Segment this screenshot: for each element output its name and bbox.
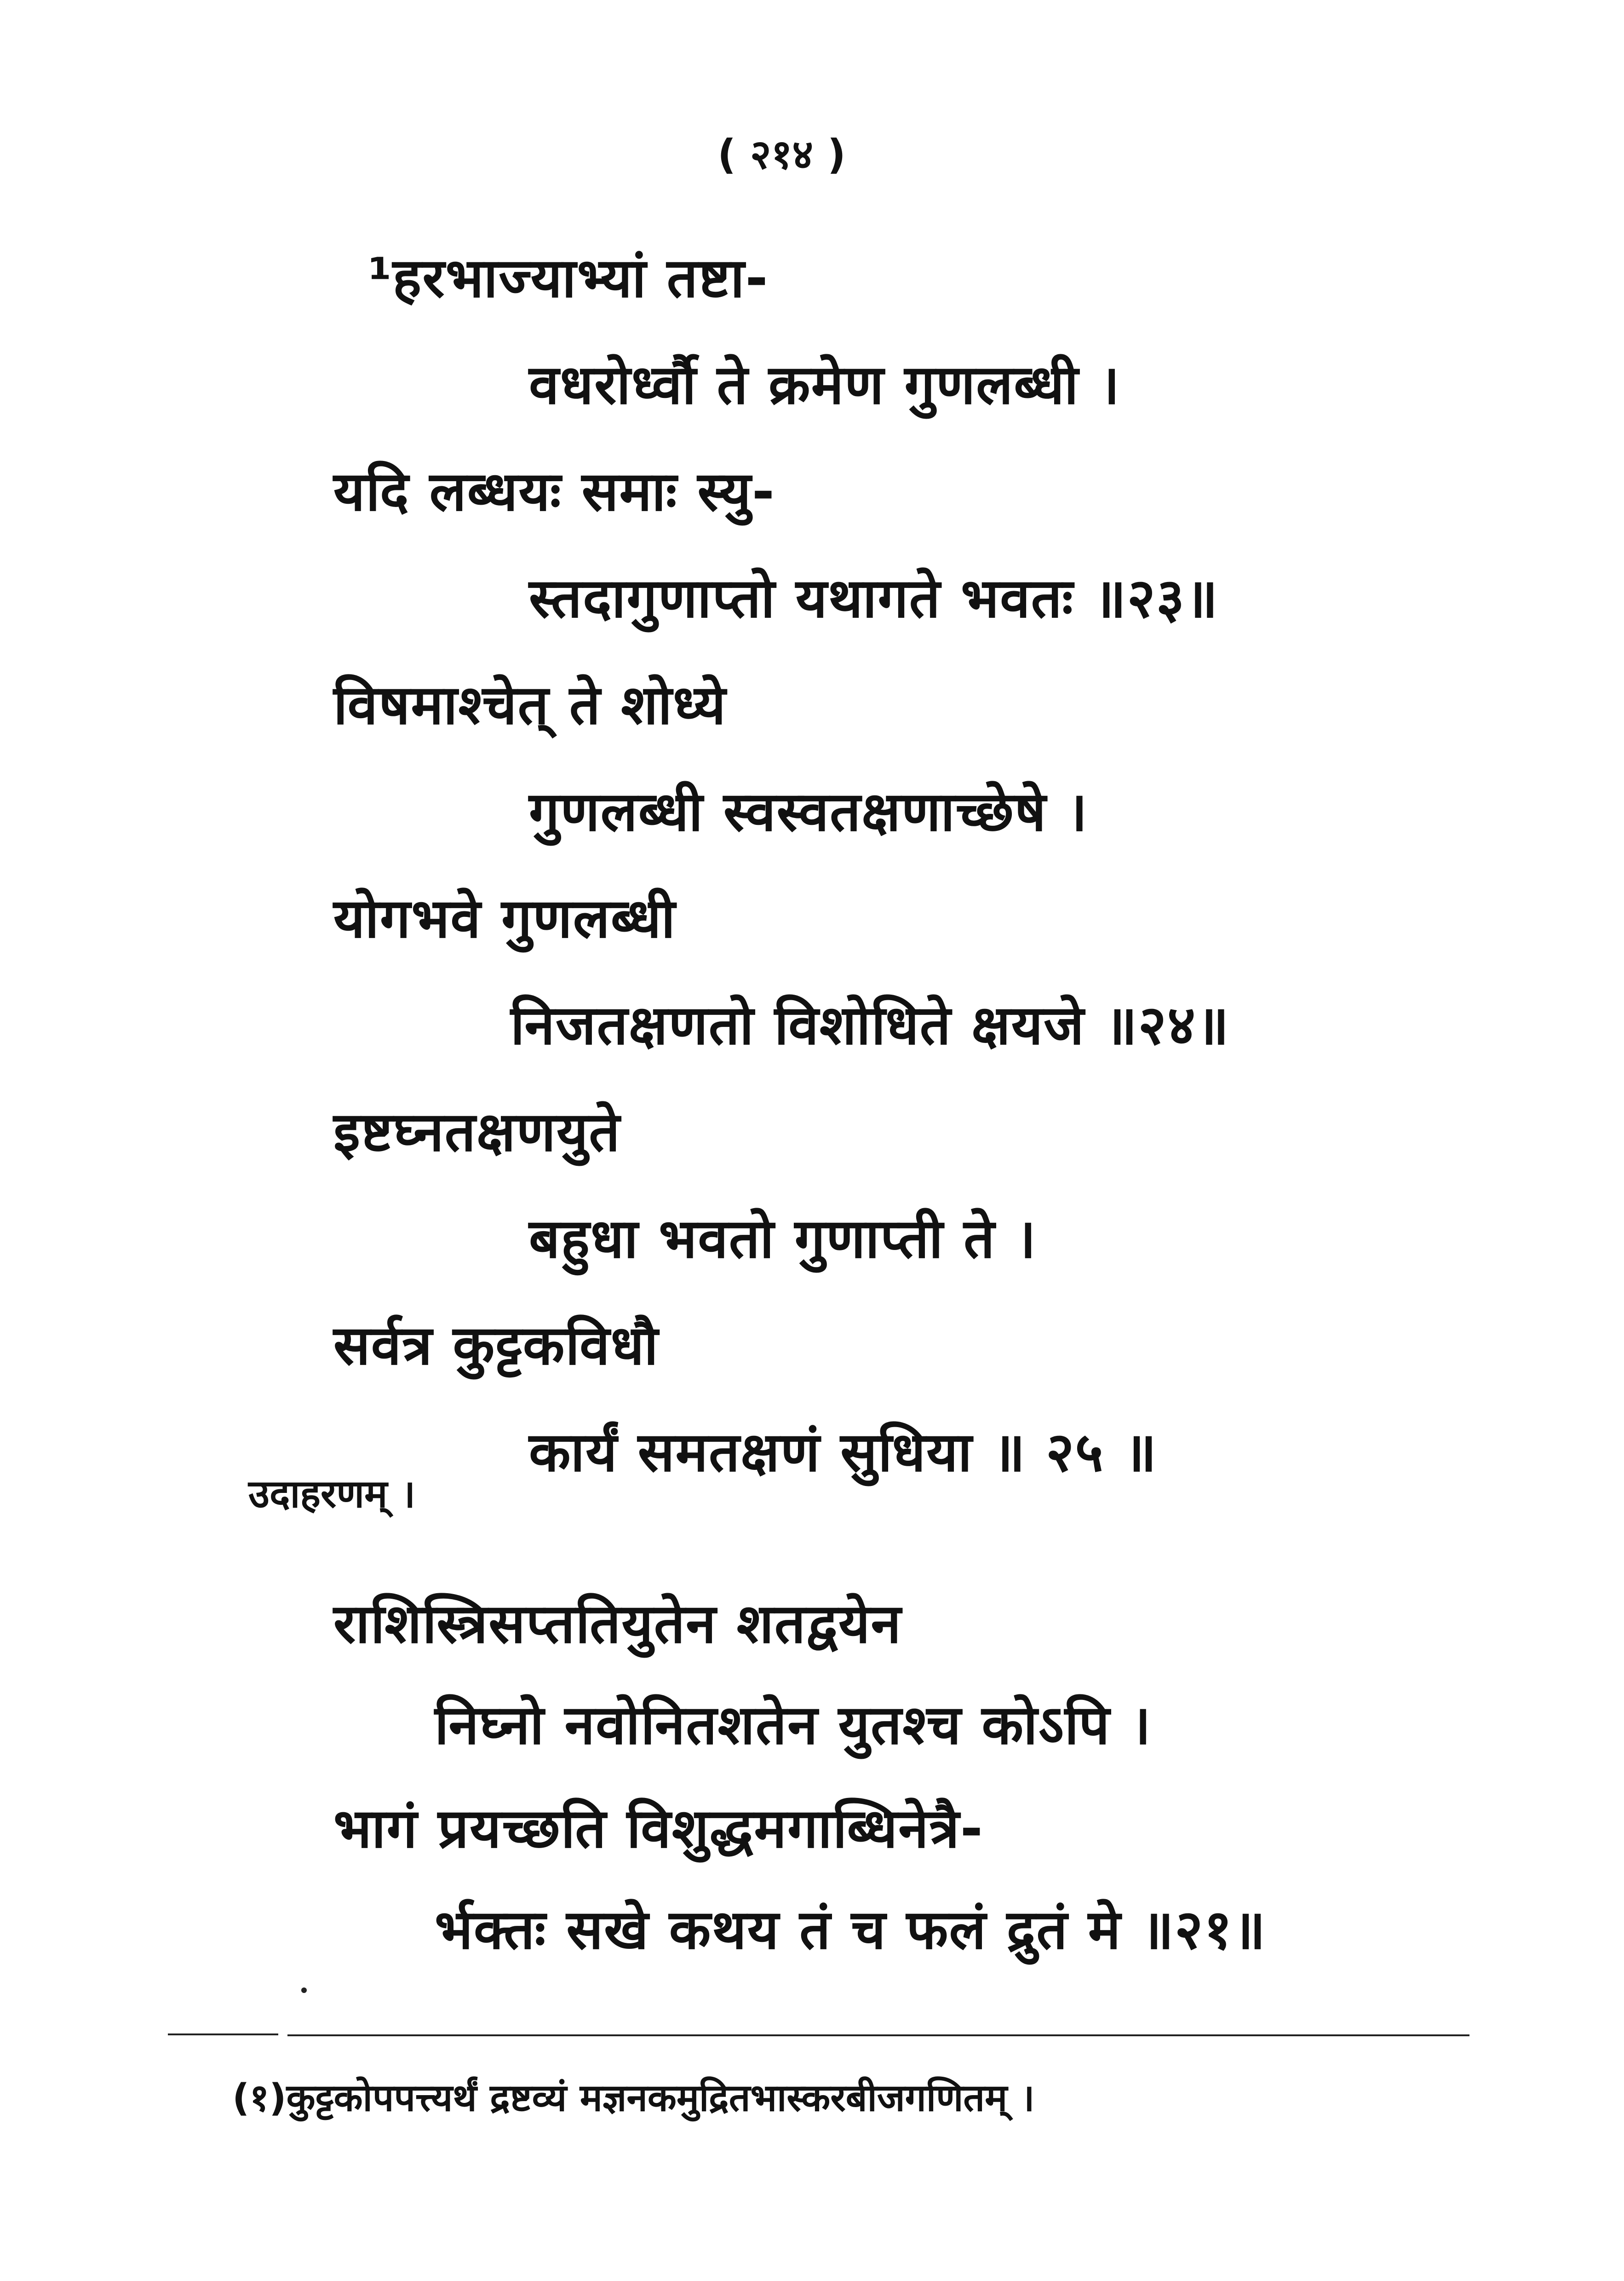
verse-line: यदि लब्धयः समाः स्यु- [333, 460, 775, 523]
verse-line: सर्वत्र कुट्टकविधौ [333, 1313, 659, 1377]
page-number: ( २१४ ) [717, 131, 846, 178]
verse-line: निजतक्षणतो विशोधिते क्षयजे ॥२४॥ [511, 993, 1230, 1057]
verse-line: राशिस्त्रिसप्ततियुतेन शतद्वयेन [333, 1592, 902, 1655]
verse-line: योगभवे गुणलब्धी [333, 887, 677, 950]
verse-line: वधरोर्ध्वौ ते क्रमेण गुणलब्धी । [529, 353, 1121, 416]
footnote: (१)कुट्टकोपपत्त्यर्थं द्रष्टव्यं मज्ञनकमुद्रितभास्करबीजगणितम् । [232, 2076, 1035, 2120]
verse-line: निघ्नो नवोनितशतेन युतश्च कोऽपि । [435, 1693, 1152, 1757]
verse-line: र्भक्तः सखे कथय तं च फलं द्रुतं मे ॥२१॥ [435, 1898, 1267, 1961]
verse-line: स्तदागुणाप्तो यथागते भवतः ॥२३॥ [529, 566, 1219, 630]
verse-line: भागं प्रयच्छति विशुद्धमगाब्धिनेत्रै- [333, 1797, 984, 1860]
example-heading: उदाहरणम् । [248, 1471, 416, 1516]
footnote-rule [287, 2034, 1469, 2036]
verse-line: बहुधा भवतो गुणाप्ती ते । [529, 1207, 1037, 1270]
footnote-rule-left [168, 2033, 278, 2035]
verse-line: गुणलब्धी स्वस्वतक्षणाच्छेषे । [529, 780, 1088, 843]
verse-line: कार्यं समतक्षणं सुधिया ॥ २५ ॥ [529, 1420, 1158, 1484]
verse-line: ¹हरभाज्याभ्यां तष्टा- [368, 246, 769, 310]
print-speck [301, 1987, 307, 1993]
verse-line: विषमाश्चेत् ते शोध्ये [333, 673, 727, 737]
verse-line: इष्टघ्नतक्षणयुते [333, 1100, 621, 1164]
